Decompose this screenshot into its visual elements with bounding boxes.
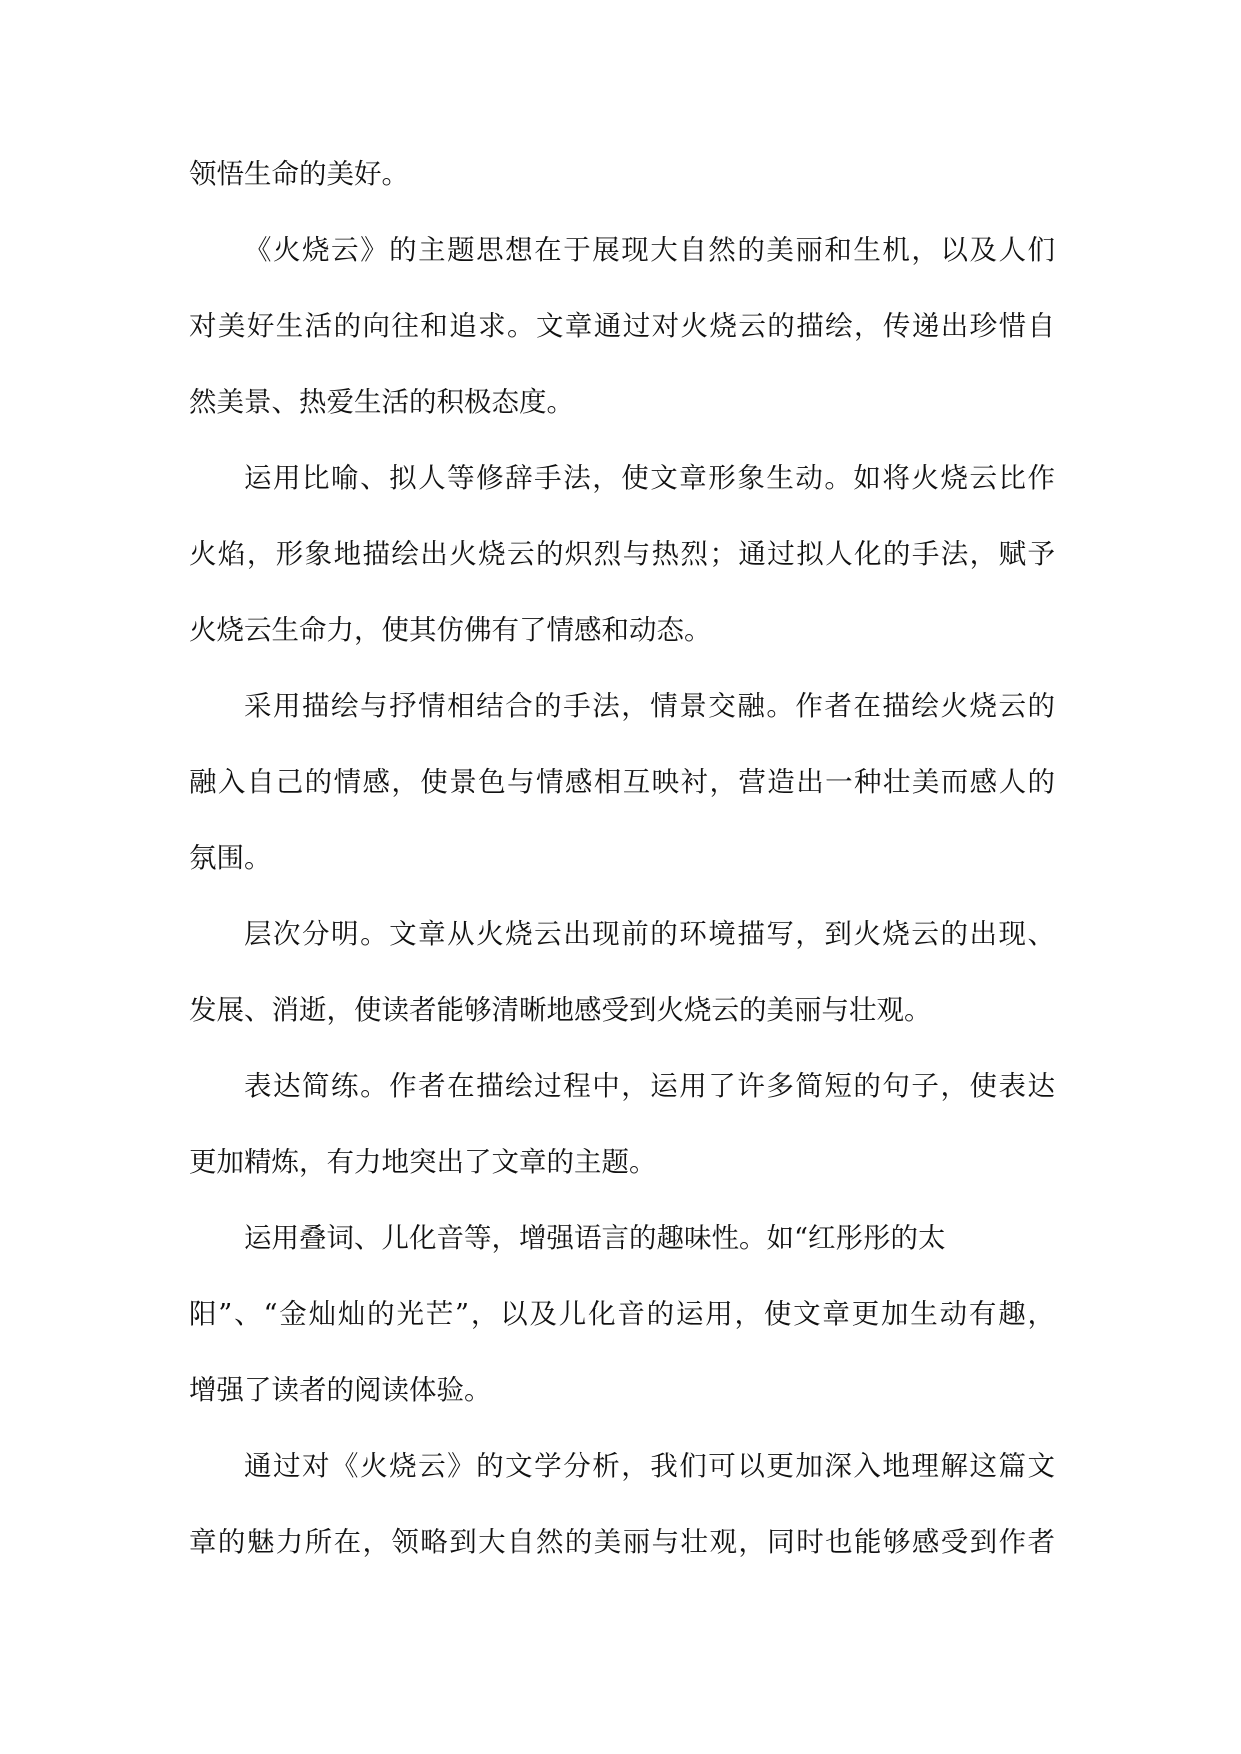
paragraph-line: 融入自己的情感，使景色与情感相互映衬，营造出一种壮美而感人的 [189, 766, 1055, 798]
paragraph [189, 1048, 1055, 1200]
paragraph [189, 136, 1055, 212]
paragraph-line: 层次分明。文章从火烧云出现前的环境描写，到火烧云的出现、 [244, 918, 1055, 950]
paragraph-line: 章的魅力所在，领略到大自然的美丽与壮观，同时也能够感受到作者 [189, 1526, 1055, 1558]
paragraph-line: 《火烧云》的主题思想在于展现大自然的美丽和生机，以及人们 [244, 234, 1055, 266]
paragraph-line: 阳”、“金灿灿的光芒”，以及儿化音的运用，使文章更加生动有趣， [189, 1298, 1055, 1330]
paragraph [189, 440, 1055, 668]
paragraph-line: 运用比喻、拟人等修辞手法，使文章形象生动。如将火烧云比作 [244, 462, 1055, 494]
paragraph [189, 212, 1055, 440]
paragraph [189, 668, 1055, 896]
paragraph [189, 1200, 1055, 1428]
paragraph-line: 领悟生命的美好。 [189, 158, 409, 190]
paragraph-line: 运用叠词、儿化音等，增强语言的趣味性。如“红彤彤的太 [244, 1222, 946, 1254]
paragraph-line: 更加精炼，有力地突出了文章的主题。 [189, 1146, 657, 1178]
paragraph-line: 对美好生活的向往和追求。文章通过对火烧云的描绘，传递出珍惜自 [189, 310, 1055, 342]
paragraph-line: 表达简练。作者在描绘过程中，运用了许多简短的句子，使表达 [244, 1070, 1055, 1102]
paragraph-line: 增强了读者的阅读体验。 [189, 1374, 492, 1406]
paragraph [189, 1428, 1055, 1580]
paragraph-line: 通过对《火烧云》的文学分析，我们可以更加深入地理解这篇文 [244, 1450, 1055, 1482]
paragraph-line: 采用描绘与抒情相结合的手法，情景交融。作者在描绘火烧云的 [244, 690, 1055, 722]
document-page [189, 136, 1055, 1580]
paragraph [189, 896, 1055, 1048]
paragraph-line: 火焰，形象地描绘出火烧云的炽烈与热烈；通过拟人化的手法，赋予 [189, 538, 1055, 570]
paragraph-line: 氛围。 [189, 842, 272, 874]
paragraph-line: 发展、消逝，使读者能够清晰地感受到火烧云的美丽与壮观。 [189, 994, 932, 1026]
paragraph-line: 然美景、热爱生活的积极态度。 [189, 386, 574, 418]
paragraph-line: 火烧云生命力，使其仿佛有了情感和动态。 [189, 614, 712, 646]
